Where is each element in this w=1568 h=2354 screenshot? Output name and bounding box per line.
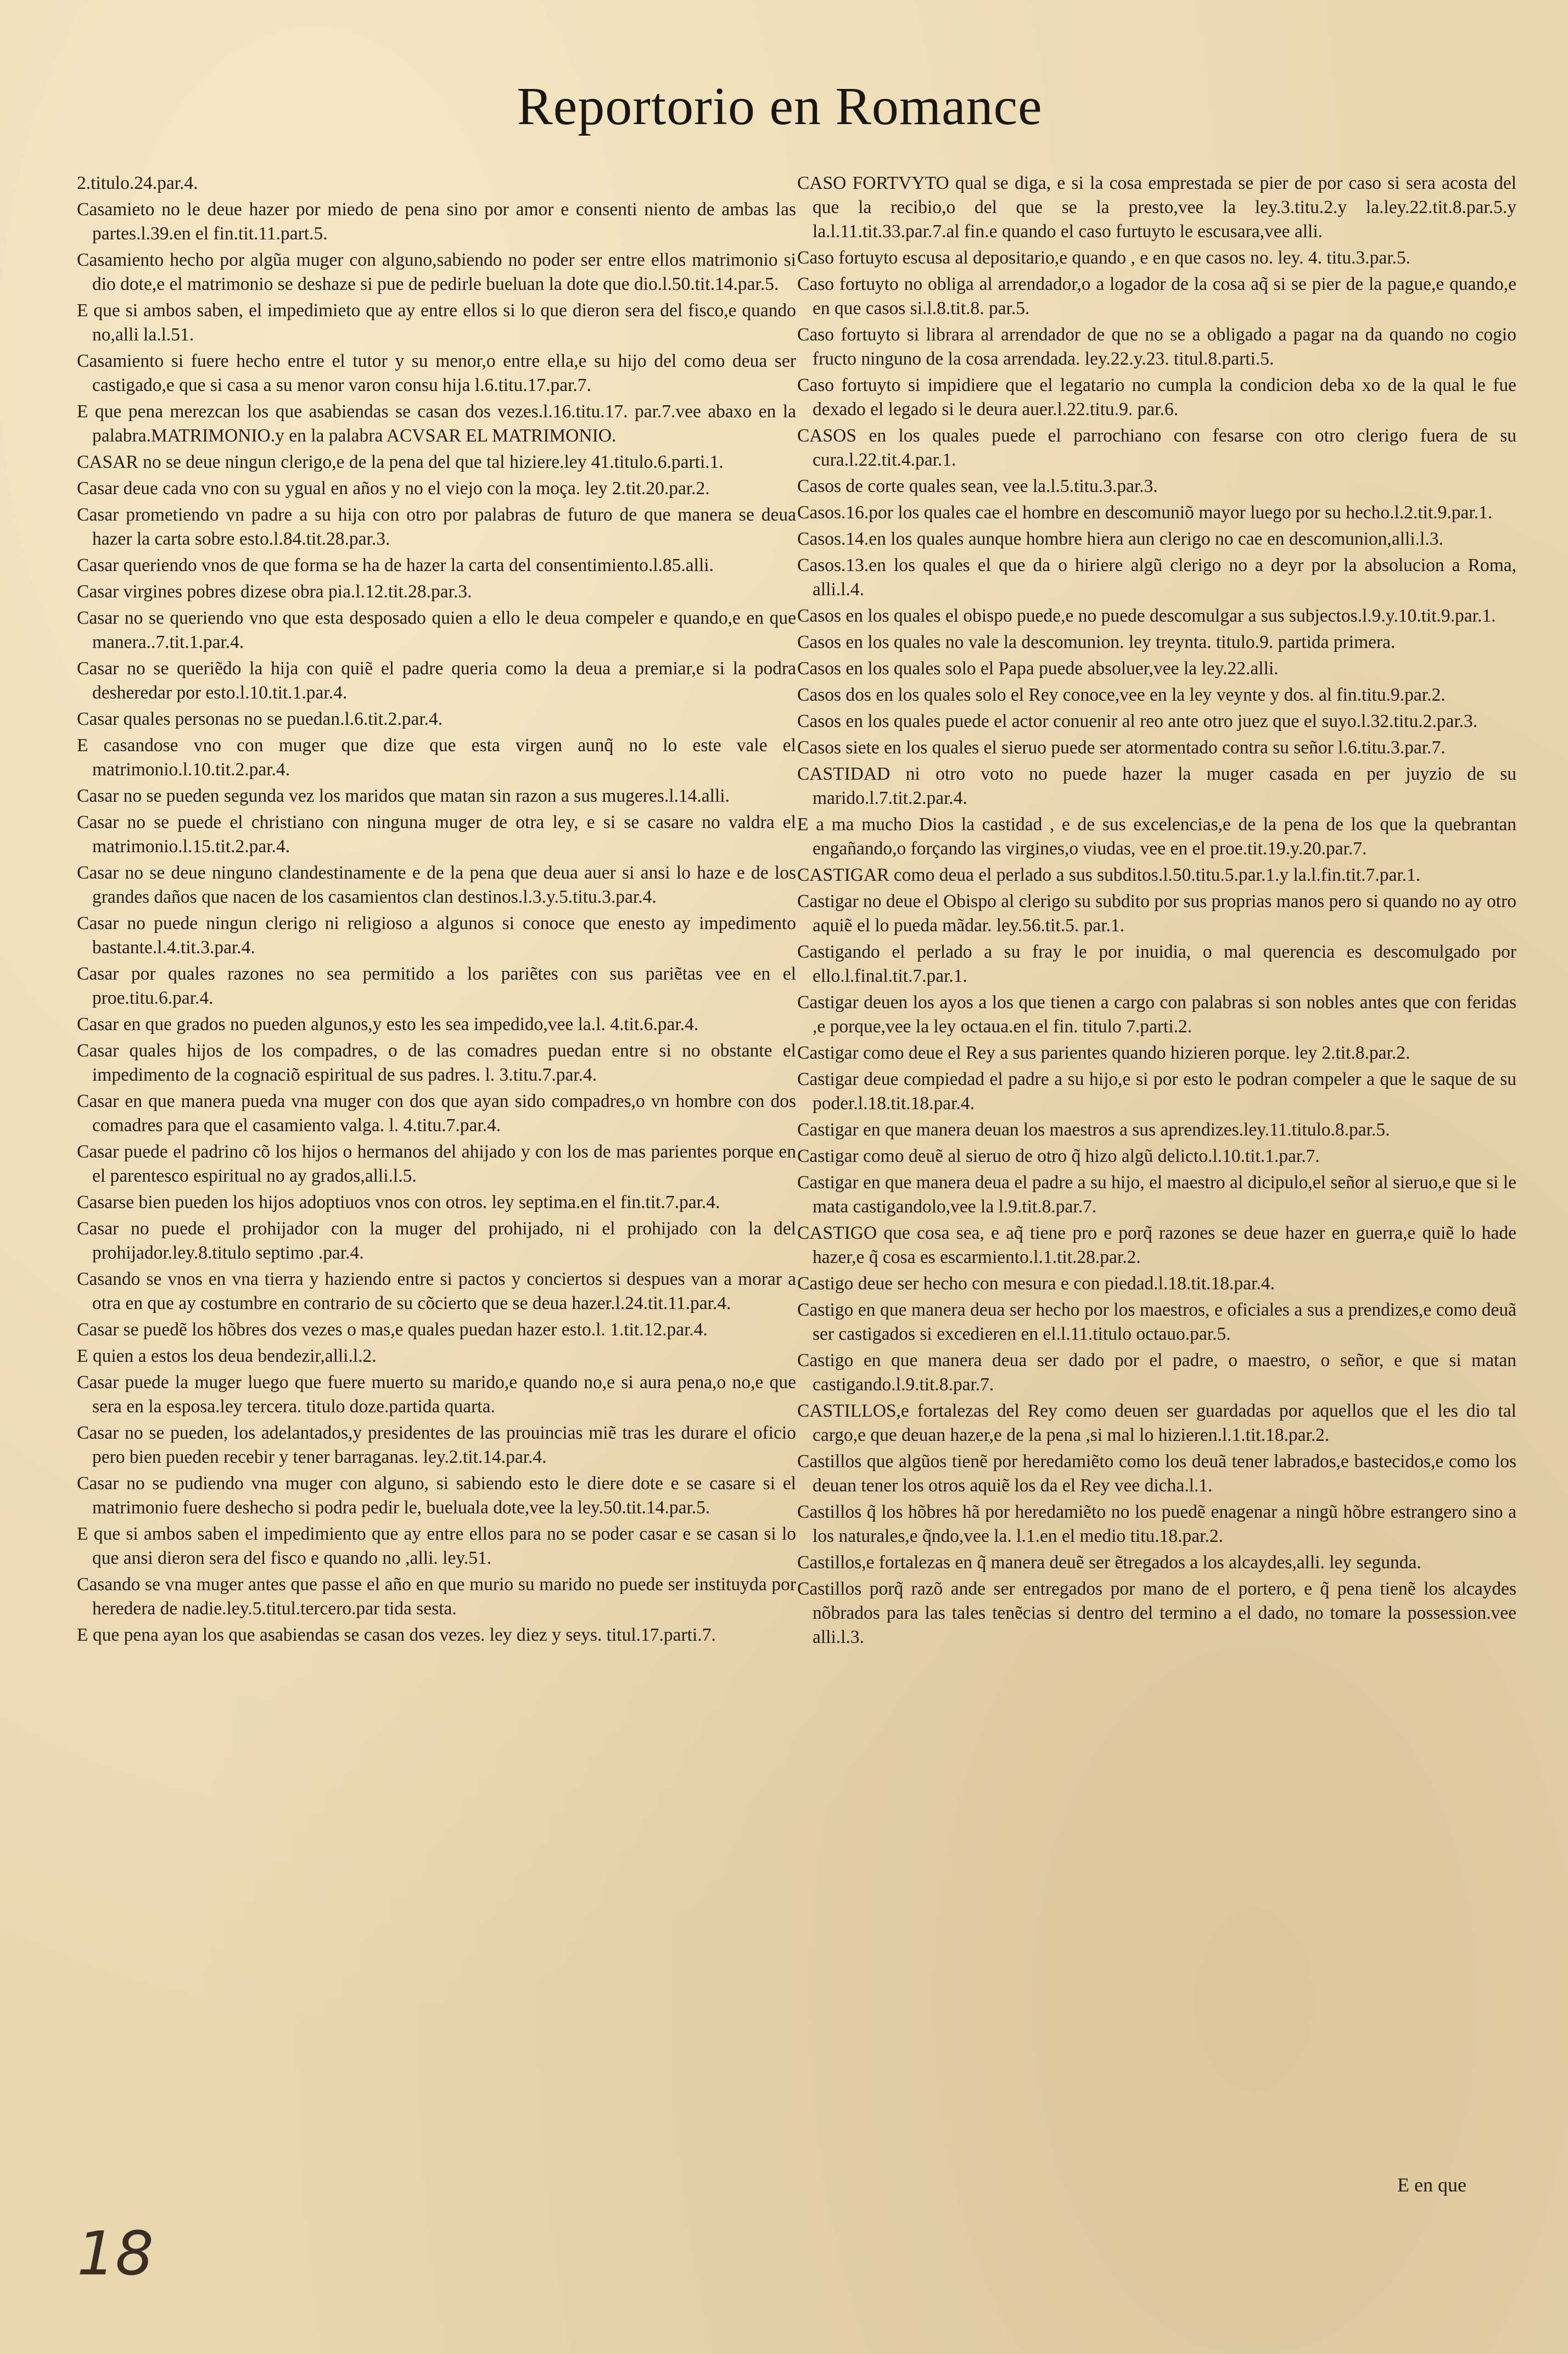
index-entry: Casar puede la muger luego que fuere muerto su marido,e quando no,e si aura pena,o no,e que sera en la esposa.ley tercera. titulo doze.partida quarta. xyxy=(77,1372,796,1417)
index-entry: Casos.14.en los quales aunque hombre hiera aun clerigo no cae en descomunion,alli.l.3. xyxy=(797,529,1443,549)
index-entry: Casando se vna muger antes que passe el año en que murio su marido no puede ser instituyda por heredera de nadie.ley.5.titul.tercero.par tida sesta. xyxy=(77,1574,796,1619)
index-entry: CASOS en los quales puede el parrochiano con fesarse con otro clerigo fuera de su cura.l.22.tit.4.par.1. xyxy=(797,426,1516,470)
index-entry: CASTILLOS,e fortalezas del Rey como deuen ser guardadas por aquellos que el les dio tal cargo,e que deuan hazer,e de la pena ,si mal lo hizieren.l.1.tit.18.par.2. xyxy=(797,1401,1516,1445)
index-entry: Castigar deuen los ayos a los que tienen a cargo con palabras si son nobles antes que con feridas ,e porque,vee la ley octaua.en el fin. titulo 7.parti.2. xyxy=(797,992,1516,1037)
index-entry: Castigar como deue el Rey a sus parientes quando hizieren porque. ley 2.tit.8.par.2. xyxy=(797,1043,1410,1063)
index-entry: Casar virgines pobres dizese obra pia.l.12.tit.28.par.3. xyxy=(77,581,472,602)
index-entry: E que si ambos saben el impedimiento que ay entre ellos para no se poder casar e se casan si lo que ansi dieron sera del fisco e quando no ,alli. ley.51. xyxy=(77,1524,796,1568)
index-entry: E que si ambos saben, el impedimieto que ay entre ellos si lo que dieron sera del fisco,e quando no,alli la.l.51. xyxy=(77,300,796,345)
index-entry: Castigo en que manera deua ser hecho por los maestros, e oficiales a sus a prendizes,e como deuã ser castigados si excedieren en el.l.11.titulo octauo.par.5. xyxy=(797,1300,1516,1344)
index-entry: Casando se vnos en vna tierra y haziendo entre si pactos y conciertos si despues van a morar a otra en que ay costumbre en contrario de su cõcierto que se deua hazer.l.24.tit.11.par.4. xyxy=(77,1269,796,1313)
index-entry: Casar en que grados no pueden algunos,y esto les sea impedido,vee la.l. 4.tit.6.par.4. xyxy=(77,1014,699,1035)
index-entry: Castillos,e fortalezas en q̃ manera deuẽ ser ẽtregados a los alcaydes,alli. ley segunda. xyxy=(797,1552,1421,1573)
index-entry: Castillos porq̃ razõ ande ser entregados por mano de el portero, e q̃ pena tienẽ los alcaydes nõbrados para las tales tenẽcias si dentro del termino a el dado, no tomare la possession.vee alli.l.3. xyxy=(797,1579,1516,1647)
index-entry: Casamiento si fuere hecho entre el tutor y su menor,o entre ella,e su hijo del como deua ser castigado,e que si casa a su menor varon consu hija l.6.titu.17.par.7. xyxy=(77,351,796,395)
index-entry: Castigando el perlado a su fray le por inuidia, o mal querencia es descomulgado por ello.l.final.tit.7.par.1. xyxy=(797,942,1516,986)
index-entry: Casamiento hecho por algũa muger con alguno,sabiendo no poder ser entre ellos matrimonio si dio dote,e el matrimonio se deshaze si pue de pedirle bueluan la dote que dio.l.50.tit.14.par.5. xyxy=(77,250,796,294)
index-entry: CASAR no se deue ningun clerigo,e de la pena del que tal hiziere.ley 41.titulo.6.parti.1. xyxy=(77,452,724,472)
index-entry: Casar no puede el prohijador con la muger del prohijado, ni el prohijado con la del prohijador.ley.8.titulo septimo .par.4. xyxy=(77,1218,796,1263)
index-entry: Casar puede el padrino cõ los hijos o hermanos del ahijado y con los de mas parientes porque en el parentesco espiritual no ay grados,alli.l.5. xyxy=(77,1142,796,1186)
index-entry: Casar no puede ningun clerigo ni religioso a algunos si conoce que enesto ay impedimento bastante.l.4.tit.3.par.4. xyxy=(77,913,796,958)
index-entry: Casos en los quales puede el actor conuenir al reo ante otro juez que el suyo.l.32.titu.2.par.3. xyxy=(797,711,1478,731)
index-entry: Castigar en que manera deua el padre a su hijo, el maestro al dicipulo,el señor al sieruo,e que si le mata castigandolo,vee la l.9.tit.8.par.7. xyxy=(797,1172,1516,1217)
index-entry: Casos siete en los quales el sieruo puede ser atormentado contra su señor l.6.titu.3.par.7. xyxy=(797,737,1446,758)
index-entry: E que pena merezcan los que asabiendas se casan dos vezes.l.16.titu.17. par.7.vee abaxo en la palabra.MATRIMONIO.y en la palabra ACVSAR EL MATRIMONIO. xyxy=(77,401,796,446)
index-entry: Casar no se queriẽdo la hija con quiẽ el padre queria como la deua a premiar,e si la podra desheredar por esto.l.10.tit.1.par.4. xyxy=(77,658,796,703)
index-entry: Casar no se pueden segunda vez los maridos que matan sin razon a sus mugeres.l.14.alli. xyxy=(77,786,730,806)
index-entry: Casar quales hijos de los compadres, o de las comadres puedan entre si no obstante el impedimento de la cognaciõ espiritual de sus padres. l. 3.titu.7.par.4. xyxy=(77,1041,796,1085)
left-column xyxy=(77,171,796,2258)
index-entry: Castillos q̃ los hõbres hã por heredamiẽto no los puedẽ enagenar a ningũ hõbre estrangero sino a los naturales,e q̃ndo,vee la. l.1.en el medio titu.18.par.2. xyxy=(797,1502,1516,1546)
index-entry: Castigar deue compiedad el padre a su hijo,e si por esto le podran compeler a que le saque de su poder.l.18.tit.18.par.4. xyxy=(797,1069,1516,1114)
index-entry: CASO FORTVYTO qual se diga, e si la cosa emprestada se pier de por caso si sera acosta del que la recibio,o del que se la presto,vee la ley.3.titu.2.y la.ley.22.tit.8.par.5.y la.l.11.tit.33.par.7.al fin.e quando el caso furtuyto le escusara,vee alli. xyxy=(797,173,1516,242)
index-entry: Casar se puedẽ los hõbres dos vezes o mas,e quales puedan hazer esto.l. 1.tit.12.par.4. xyxy=(77,1319,708,1340)
index-entry: Caso fortuyto si librara al arrendador de que no se a obligado a pagar na da quando no cogio fructo ninguno de la cosa arrendada. ley.22.y.23. titul.8.parti.5. xyxy=(797,325,1516,369)
index-entry: Castigar como deuẽ al sieruo de otro q̃ hizo algũ delicto.l.10.tit.1.par.7. xyxy=(797,1146,1320,1166)
index-entry: E casandose vno con muger que dize que esta virgen aunq̃ no lo este vale el matrimonio.l.10.tit.2.par.4. xyxy=(77,735,796,780)
index-entry: Casar no se deue ninguno clandestinamente e de la pena que deua auer si ansi lo haze e de los grandes daños que nacen de los casamientos clan destinos.l.3.y.5.titu.3.par.4. xyxy=(77,863,796,907)
index-entry: Casar en que manera pueda vna muger con dos que ayan sido compadres,o vn hombre con dos comadres para que el casamiento valga. l. 4.titu.7.par.4. xyxy=(77,1091,796,1136)
index-entry: CASTIGO que cosa sea, e aq̃ tiene pro e porq̃ razones se deue hazer en guerra,e quiẽ lo hade hazer,e q̃ cosa es escarmiento.l.1.tit.28.par.2. xyxy=(797,1223,1516,1267)
index-entry: Castillos que algũos tienẽ por heredamiẽto como los deuã tener labrados,e bastecidos,e como los deuan tener los otros aquiẽ los da el Rey vee dicha.l.1. xyxy=(797,1451,1516,1496)
index-entry: Casar quales personas no se puedan.l.6.tit.2.par.4. xyxy=(77,709,443,729)
index-entry: Casos.16.por los quales cae el hombre en descomuniõ mayor luego por su hecho.l.2.tit.9.par.1. xyxy=(797,502,1493,523)
index-entry: Casos en los quales no vale la descomunion. ley treynta. titulo.9. partida primera. xyxy=(797,632,1396,652)
index-entry: Castigo deue ser hecho con mesura e con piedad.l.18.tit.18.par.4. xyxy=(797,1273,1275,1294)
right-column xyxy=(797,171,1516,2258)
index-entry: E a ma mucho Dios la castidad , e de sus excelencias,e de la pena de los que la quebrantan engañando,o forçando las virgines,o viudas, vee en el proe.tit.19.y.20.par.7. xyxy=(797,814,1516,859)
index-entry: Casar no se queriendo vno que esta desposado quien a ello le deua compeler e quando,e en que manera..7.tit.1.par.4. xyxy=(77,608,796,652)
running-title: Reportorio en Romance xyxy=(517,77,1043,136)
index-entry: CASTIGAR como deua el perlado a sus subditos.l.50.titu.5.par.1.y la.l.fin.tit.7.par.1. xyxy=(797,865,1421,885)
index-entry: 2.titulo.24.par.4. xyxy=(77,173,198,193)
index-entry: Casar queriendo vnos de que forma se ha de hazer la carta del consentimiento.l.85.alli. xyxy=(77,555,714,575)
index-entry: Caso fortuyto escusa al depositario,e quando , e en que casos no. ley. 4. titu.3.par.5. xyxy=(797,248,1411,268)
index-entry: Castigo en que manera deua ser dado por el padre, o maestro, o señor, e que si matan castigando.l.9.tit.8.par.7. xyxy=(797,1350,1516,1395)
index-entry: Casar no se puede el christiano con ninguna muger de otra ley, e si se casare no valdra el matrimonio.l.15.tit.2.par.4. xyxy=(77,812,796,857)
index-entry: Casarse bien pueden los hijos adoptiuos vnos con otros. ley septima.en el fin.tit.7.par.4. xyxy=(77,1192,720,1212)
index-entry: E quien a estos los deua bendezir,alli.l.2. xyxy=(77,1346,377,1366)
index-entry: CASTIDAD ni otro voto no puede hazer la muger casada en per juyzio de su marido.l.7.tit.2.par.4. xyxy=(797,764,1516,808)
index-entry: Castigar en que manera deuan los maestros a sus aprendizes.ley.11.titulo.8.par.5. xyxy=(797,1120,1390,1140)
index-entry: Casos de corte quales sean, vee la.l.5.titu.3.par.3. xyxy=(797,476,1158,496)
index-entry: Casar no se pueden, los adelantados,y presidentes de las prouincias miẽ tras les durare el oficio pero bien pueden recebir y tener barraganas. ley.2.tit.14.par.4. xyxy=(77,1423,796,1467)
index-entry: Casar prometiendo vn padre a su hija con otro por palabras de futuro de que manera se deua hazer la carta sobre esto.l.84.tit.28.par.3. xyxy=(77,505,796,549)
index-entry: Casar no se pudiendo vna muger con alguno, si sabiendo esto le diere dote e se casare si el matrimonio fuere deshecho si podra pedir le, bueluala dote,vee la ley.50.tit.14.par.5. xyxy=(77,1473,796,1518)
index-entry: Casar por quales razones no sea permitido a los pariẽtes con sus pariẽtas vee en el proe.titu.6.par.4. xyxy=(77,964,796,1008)
folio-number: 18 xyxy=(77,2218,154,2289)
catchword: E en que xyxy=(1397,2174,1466,2196)
index-entry: Caso fortuyto no obliga al arrendador,o a logador de la cosa aq̃ si se pier de la pague,e quando,e en que casos si.l.8.tit.8. par.5. xyxy=(797,274,1516,318)
index-entry: Casos en los quales solo el Papa puede absoluer,vee la ley.22.alli. xyxy=(797,658,1279,679)
index-entry: Casamieto no le deue hazer por miedo de pena sino por amor e consenti niento de ambas las partes.l.39.en el fin.tit.11.part.5. xyxy=(77,199,796,244)
index-entry: Caso fortuyto si impidiere que el legatario no cumpla la condicion deba xo de la qual le fue dexado el legado si le deura auer.l.22.titu.9. par.6. xyxy=(797,375,1516,420)
index-entry: Casos.13.en los quales el que da o hiriere algũ clerigo no a deyr por la absolucion a Roma, alli.l.4. xyxy=(797,555,1516,600)
index-entry: Casos en los quales el obispo puede,e no puede descomulgar a sus subjectos.l.9.y.10.tit.9.par.1. xyxy=(797,606,1496,626)
index-entry: Casar deue cada vno con su ygual en años y no el viejo con la moça. ley 2.tit.20.par.2. xyxy=(77,478,710,499)
index-entry: E que pena ayan los que asabiendas se casan dos vezes. ley diez y seys. titul.17.parti.7. xyxy=(77,1625,716,1645)
index-entry: Castigar no deue el Obispo al clerigo su subdito por sus proprias manos pero si quando no ay otro aquiẽ el lo pueda mãdar. ley.56.tit.5. par.1. xyxy=(797,891,1516,936)
index-entry: Casos dos en los quales solo el Rey conoce,vee en la ley veynte y dos. al fin.titu.9.par.2. xyxy=(797,685,1446,705)
